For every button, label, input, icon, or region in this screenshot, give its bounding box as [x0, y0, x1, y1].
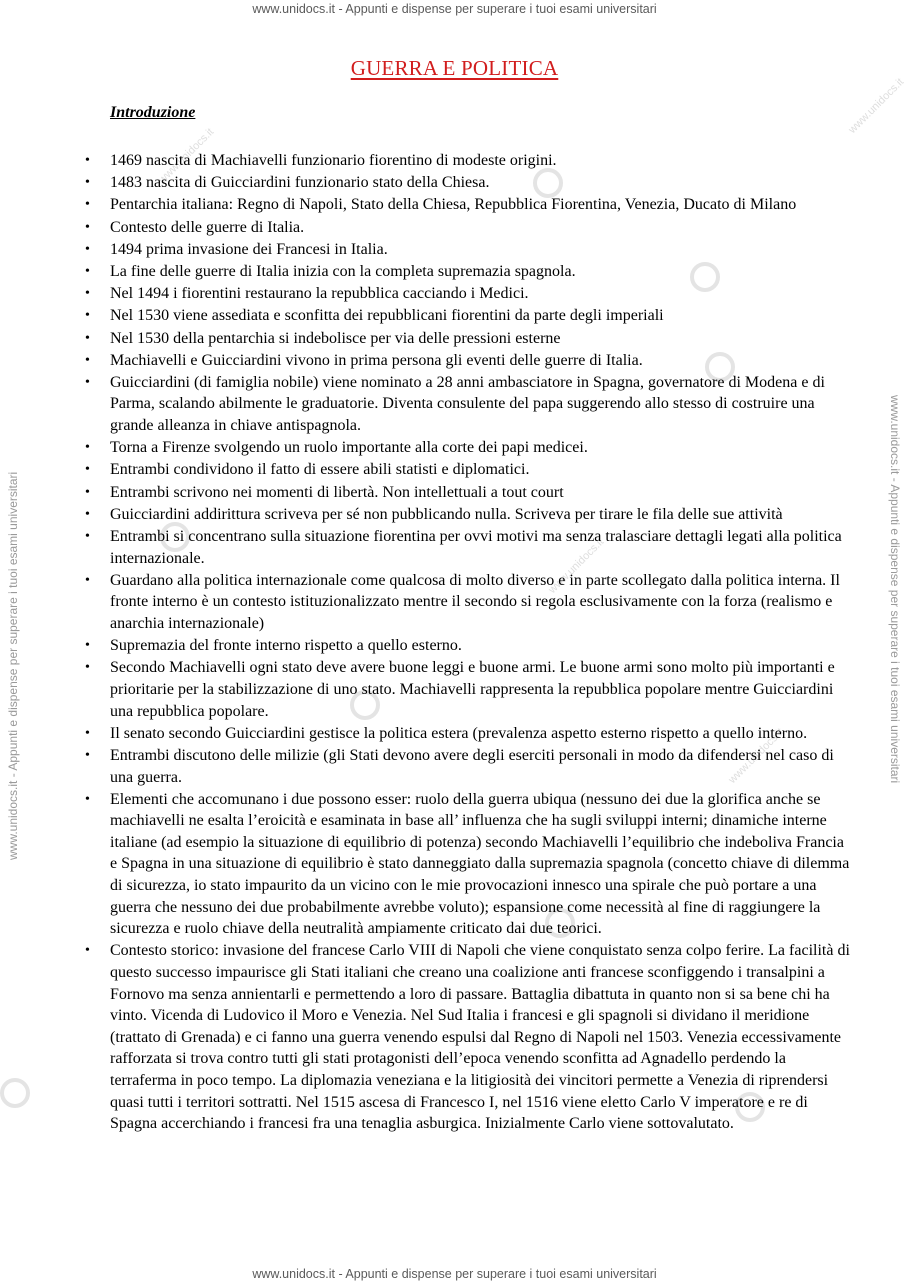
bullet-item: • Guicciardini addirittura scriveva per sé non pubblicando nulla. Scriveva per tirare le fila delle sue attività: [110, 504, 855, 526]
bullet-item: • Entrambi condividono il fatto di essere abili statisti e diplomatici.: [110, 459, 855, 481]
bullet-item: • Torna a Firenze svolgendo un ruolo importante alla corte dei papi medicei.: [110, 437, 855, 459]
header-watermark: www.unidocs.it - Appunti e dispense per superare i tuoi esami universitari: [252, 2, 657, 16]
bullet-item: • 1469 nascita di Machiavelli funzionario fiorentino di modeste origini.: [110, 150, 855, 172]
bullet-item: • Contesto storico: invasione del francese Carlo VIII di Napoli che viene conquistato senza colpo ferire. La facilità di questo successo impaurisce gli Stati italiani che creano una coalizione anti francese sconfiggendo i transalpini a Fornovo ma senza annientarli e permettendo a loro di passare. Battaglia dibattuta in quanto non si sa bene chi ha vinto. Vicenda di Ludovico il Moro e Venezia. Nel Sud Italia i francesi e gli spagnoli si dividano il meridione (trattato di Grenada) e ci fanno una guerra venendo espulsi dal Regno di Napoli nel 1503. Venezia eccessivamente rafforzata si trova contro tutti gli stati protagonisti dell’epoca venendo sconfitta ad Agnadello perdendo la terraferma in poco tempo. La diplomazia veneziana e la litigiosità dei vincitori permette a Venezia di riprendersi quasi tutti i territori sottratti. Nel 1515 ascesa di Francesco I, nel 1516 viene eletto Carlo V imperatore e re di Spagna accerchiando i francesi fra una tenaglia asburgica. Inizialmente Carlo viene sottovalutato.: [110, 940, 855, 1134]
bullet-item: • Elementi che accomunano i due possono esser: ruolo della guerra ubiqua (nessuno dei due la glorifica anche se machiavelli ne esalta l’eroicità e esaminata in base all’ influenza che ha sugli sviluppi interni; dinamiche interne italiane (ad esempio la situazione di equilibrio di potenza) secondo Machiavelli l’equilibrio che indeboliva Francia e Spagna in una situazione di equilibrio è stato danneggiato dalla supremazia spagnola (concetto chiave di dilemma di sicurezza, io stato impaurito da un vicino con le mie provocazioni innesco una spirale che può portare a una guerra che nessuno dei due probabilmente avrebbe voluto); espansione come necessità al fine di raggiungere la sicurezza e ruolo chiave della neutralità ampiamente criticato dai due teorici.: [110, 789, 855, 940]
bullet-item: • Entrambi scrivono nei momenti di libertà. Non intellettuali a tout court: [110, 482, 855, 504]
bullet-item: • Guicciardini (di famiglia nobile) viene nominato a 28 anni ambasciatore in Spagna, governatore di Modena e di Parma, scalando abilmente le graduatorie. Diventa consulente del papa suggerendo allo stesso di costruire una grande alleanza in chiave antispagnola.: [110, 372, 855, 437]
faint-watermark: www.unidocs.it: [846, 76, 907, 136]
bullet-item: • Il senato secondo Guicciardini gestisce la politica estera (prevalenza aspetto esterno rispetto a quello interno.: [110, 723, 855, 745]
bullet-item: • Nel 1530 viene assediata e sconfitta dei repubblicani fiorentini da parte degli imperiali: [110, 305, 855, 327]
bullet-item: • Nel 1530 della pentarchia si indebolisce per via delle pressioni esterne: [110, 328, 855, 350]
bullet-item: • Contesto delle guerre di Italia.: [110, 217, 855, 239]
footer-watermark: www.unidocs.it - Appunti e dispense per superare i tuoi esami universitari: [252, 1267, 657, 1281]
bullet-list: [110, 150, 855, 1135]
bullet-item: • La fine delle guerre di Italia inizia con la completa supremazia spagnola.: [110, 261, 855, 283]
faint-watermark: www.unidocs.it: [156, 126, 217, 186]
bullet-item: • Pentarchia italiana: Regno di Napoli, Stato della Chiesa, Repubblica Fiorentina, Venezia, Ducato di Milano: [110, 194, 855, 216]
faint-watermark: www.unidocs.it: [546, 536, 607, 596]
bullet-item: • Entrambi si concentrano sulla situazione fiorentina per ovvi motivi ma senza tralasciare dettagli legati alla politica internazionale.: [110, 526, 855, 569]
faint-watermark: www.unidocs.it: [726, 726, 787, 786]
bullet-item: • Supremazia del fronte interno rispetto a quello esterno.: [110, 635, 855, 657]
bullet-item: • 1494 prima invasione dei Francesi in Italia.: [110, 239, 855, 261]
bullet-item: • Machiavelli e Guicciardini vivono in prima persona gli eventi delle guerre di Italia.: [110, 350, 855, 372]
document-title: GUERRA E POLITICA: [350, 56, 559, 80]
right-side-watermark: www.unidocs.it - Appunti e dispense per superare i tuoi esami universitari: [888, 395, 902, 784]
section-heading: Introduzione: [110, 104, 196, 121]
bullet-item: • Secondo Machiavelli ogni stato deve avere buone leggi e buone armi. Le buone armi sono molto più importanti e prioritarie per la stabilizzazione di uno stato. Machiavelli rappresenta la repubblica popolare mentre Guicciardini una repubblica popolare.: [110, 657, 855, 722]
bullet-item: • 1483 nascita di Guicciardini funzionario stato della Chiesa.: [110, 172, 855, 194]
bullet-item: • Entrambi discutono delle milizie (gli Stati devono avere degli eserciti personali in modo da difendersi nel caso di una guerra.: [110, 745, 855, 788]
bullet-item: • Guardano alla politica internazionale come qualcosa di molto diverso e in parte scollegato dalla politica interna. Il fronte interno è un contesto istituzionalizzato mentre il secondo si regola esclusivamente con la forza (realismo e anarchia internazionale): [110, 570, 855, 635]
unidocs-logo-icon: [0, 1078, 30, 1108]
bullet-item: • Nel 1494 i fiorentini restaurano la repubblica cacciando i Medici.: [110, 283, 855, 305]
left-side-watermark: www.unidocs.it - Appunti e dispense per superare i tuoi esami universitari: [6, 471, 20, 860]
